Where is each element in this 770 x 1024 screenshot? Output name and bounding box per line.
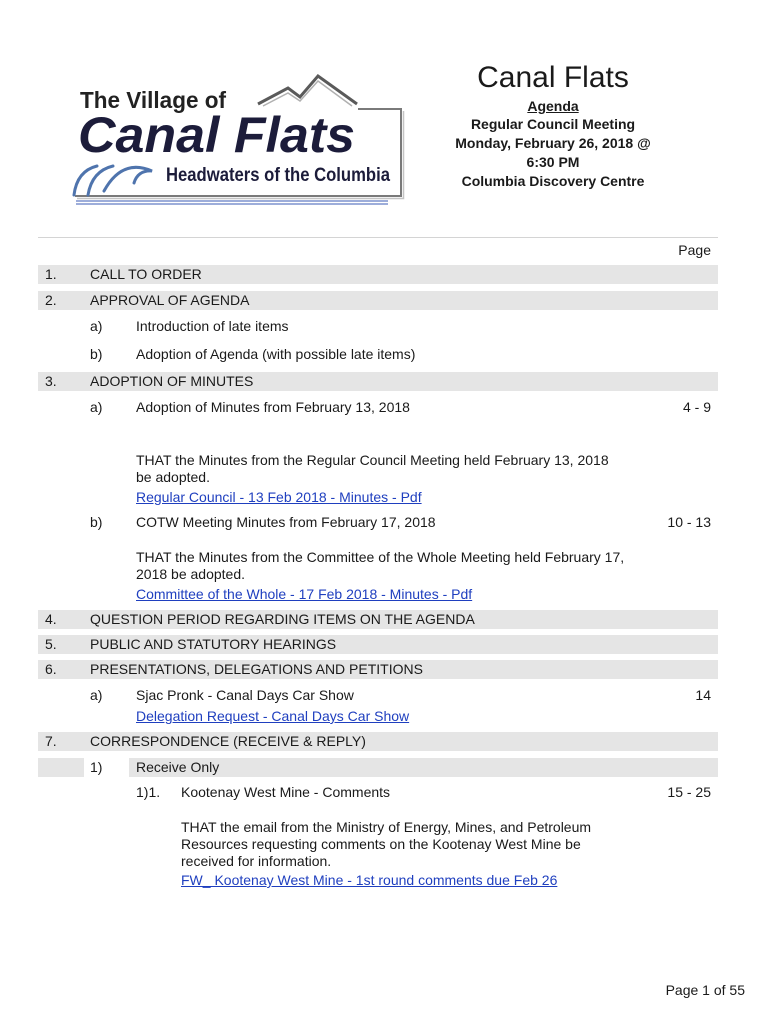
meeting-location: Columbia Discovery Centre bbox=[461, 173, 645, 189]
section-title: CORRESPONDENCE (RECEIVE & REPLY) bbox=[90, 733, 366, 749]
item-label: a) bbox=[90, 318, 103, 334]
motion-line: Resources requesting comments on the Kootenay West Mine be bbox=[181, 836, 581, 852]
motion-line: THAT the Minutes from the Committee of the Whole Meeting held February 17, bbox=[136, 549, 625, 565]
subsection-title: Receive Only bbox=[136, 759, 220, 775]
logo-line-village: The Village of bbox=[80, 87, 227, 113]
section-title: PUBLIC AND STATUTORY HEARINGS bbox=[90, 636, 337, 652]
village-logo bbox=[60, 60, 420, 215]
document-subtitle: Agenda bbox=[527, 98, 579, 114]
section-number: 5. bbox=[45, 636, 57, 652]
motion-text bbox=[136, 549, 624, 583]
section-band bbox=[38, 265, 718, 284]
page-column-header: Page bbox=[678, 242, 711, 258]
document-title: Canal Flats bbox=[477, 61, 629, 94]
attachment-link[interactable]: Delegation Request - Canal Days Car Show bbox=[136, 708, 410, 724]
meeting-name: Regular Council Meeting bbox=[470, 116, 636, 132]
section-number: 1. bbox=[45, 266, 57, 282]
section-number: 2. bbox=[45, 292, 57, 308]
item-title: Kootenay West Mine - Comments bbox=[181, 784, 391, 800]
subsection-label: 1) bbox=[90, 759, 103, 775]
section-title: CALL TO ORDER bbox=[90, 266, 202, 282]
section-title: QUESTION PERIOD REGARDING ITEMS ON THE AGENDA bbox=[90, 611, 475, 627]
section-number: 4. bbox=[45, 611, 57, 627]
item-label: a) bbox=[90, 687, 103, 703]
item-title: COTW Meeting Minutes from February 17, 2018 bbox=[136, 514, 436, 530]
section-number: 6. bbox=[45, 661, 57, 677]
item-title: Adoption of Agenda (with possible late items) bbox=[136, 346, 416, 362]
motion-text bbox=[136, 452, 609, 486]
section-band bbox=[38, 660, 718, 679]
item-label: 1)1. bbox=[136, 784, 161, 800]
section-band bbox=[38, 732, 718, 751]
motion-line: be adopted. bbox=[136, 469, 210, 485]
section-band bbox=[38, 635, 718, 654]
motion-line: 2018 be adopted. bbox=[136, 566, 245, 582]
section-title: ADOPTION OF MINUTES bbox=[90, 373, 254, 389]
item-pages: 14 bbox=[695, 687, 711, 703]
attachment-link[interactable]: FW_ Kootenay West Mine - 1st round comments due Feb 26 bbox=[181, 872, 558, 888]
motion-line: received for information. bbox=[181, 853, 332, 869]
section-number: 3. bbox=[45, 373, 57, 389]
logo-line-canal-flats: Canal Flats bbox=[78, 107, 355, 163]
item-title: Introduction of late items bbox=[136, 318, 289, 334]
item-title: Sjac Pronk - Canal Days Car Show bbox=[136, 687, 354, 703]
attachment-link[interactable]: Committee of the Whole - 17 Feb 2018 - Minutes - Pdf bbox=[136, 586, 473, 602]
motion-line: THAT the email from the Ministry of Energy, Mines, and Petroleum bbox=[181, 819, 592, 835]
attachment-link[interactable]: Regular Council - 13 Feb 2018 - Minutes - Pdf bbox=[136, 489, 422, 505]
item-pages: 15 - 25 bbox=[667, 784, 711, 800]
section-band bbox=[38, 372, 718, 391]
item-label: b) bbox=[90, 514, 103, 530]
section-title: APPROVAL OF AGENDA bbox=[90, 292, 250, 308]
item-label: a) bbox=[90, 399, 103, 415]
motion-line: THAT the Minutes from the Regular Council Meeting held February 13, 2018 bbox=[136, 452, 609, 468]
header-divider bbox=[38, 237, 718, 238]
meeting-time: 6:30 PM bbox=[526, 154, 580, 170]
page-number: Page 1 of 55 bbox=[665, 982, 745, 998]
item-pages: 10 - 13 bbox=[667, 514, 711, 530]
logo-line-headwaters: Headwaters of the Columbia bbox=[166, 165, 391, 186]
section-number: 7. bbox=[45, 733, 57, 749]
item-pages: 4 - 9 bbox=[682, 399, 711, 415]
motion-text bbox=[181, 819, 591, 870]
section-title: PRESENTATIONS, DELEGATIONS AND PETITIONS bbox=[90, 661, 423, 677]
section-band bbox=[38, 610, 718, 629]
item-title: Adoption of Minutes from February 13, 2018 bbox=[136, 399, 410, 415]
subsection-band bbox=[129, 758, 718, 777]
mountain-icon bbox=[258, 76, 357, 104]
subsection-band-left bbox=[38, 758, 84, 777]
wave-icon bbox=[74, 166, 152, 195]
section-band bbox=[38, 291, 718, 310]
item-label: b) bbox=[90, 346, 103, 362]
meeting-date: Monday, February 26, 2018 @ bbox=[455, 135, 651, 151]
